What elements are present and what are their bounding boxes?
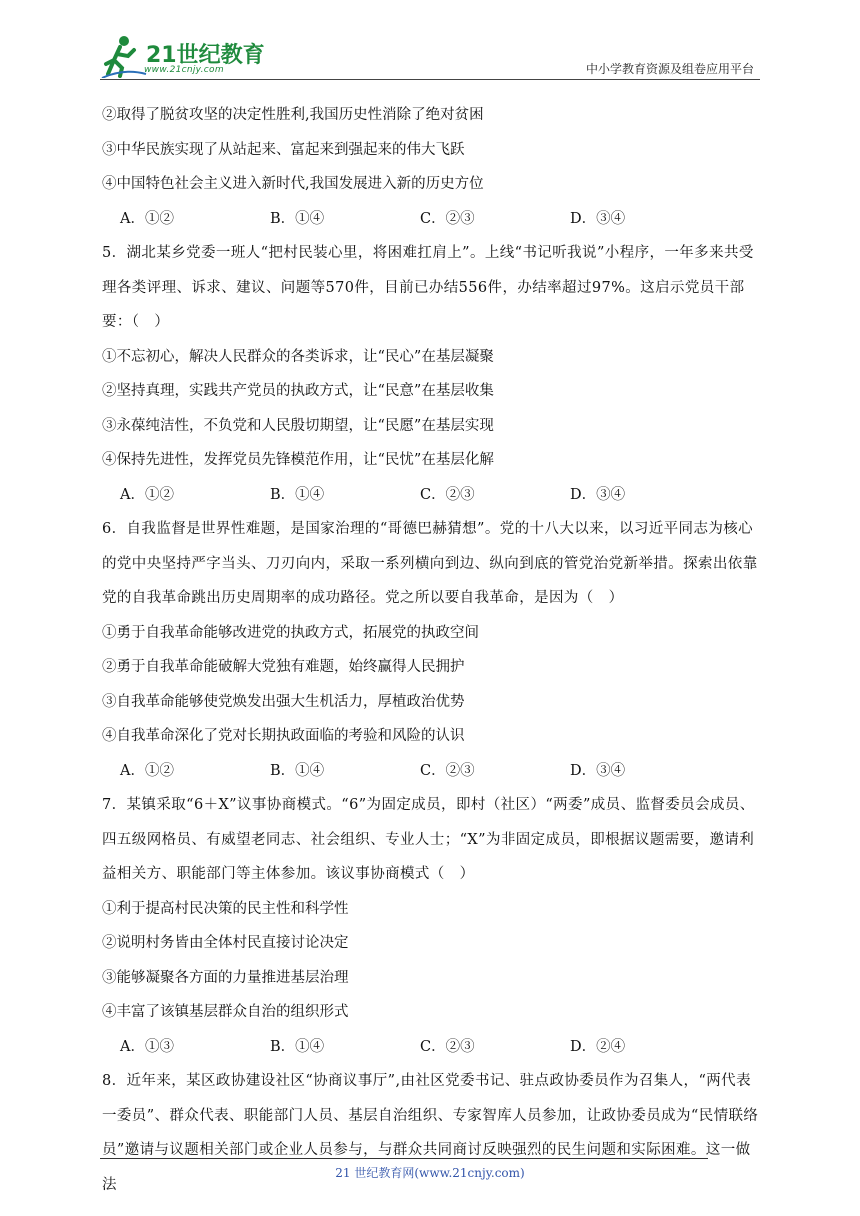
statement-option: ①勇于自我革命能够改进党的执政方式，拓展党的执政空间: [102, 624, 479, 641]
answer-choice: D．②④: [570, 1038, 626, 1055]
answer-choice: A．①③: [120, 1038, 174, 1055]
answer-choice: D．③④: [570, 210, 626, 227]
platform-tagline: 中小学教育资源及组卷应用平台: [585, 62, 754, 76]
answer-choices: [102, 478, 762, 513]
statement-option: ③永葆纯洁性，不负党和人民殷切期望，让“民愿”在基层实现: [102, 417, 494, 434]
statement-option: ①利于提高村民决策的民主性和科学性: [102, 900, 349, 917]
logo-wordmark: 21世纪教育: [146, 43, 265, 68]
site-logo[interactable]: [100, 34, 265, 78]
answer-choice: A．①②: [120, 762, 174, 779]
answer-choice: D．③④: [570, 762, 626, 779]
page-header: [100, 30, 760, 82]
question-content: [102, 98, 762, 1202]
answer-choices: [102, 1030, 762, 1065]
answer-choice: B．①④: [270, 1038, 325, 1055]
statement-option: ②取得了脱贫攻坚的决定性胜利,我国历史性消除了绝对贫困: [102, 107, 484, 123]
footer-divider: [100, 1158, 708, 1159]
answer-choice: C．②③: [420, 486, 475, 503]
statement-option: ③中华民族实现了从站起来、富起来到强起来的伟大飞跃: [102, 141, 465, 158]
answer-choice: A．①②: [120, 486, 174, 503]
footer-text[interactable]: 21 世纪教育网(www.21cnjy.com): [335, 1166, 525, 1180]
answer-choice: C．②③: [420, 1038, 475, 1055]
statement-option: ②说明村务皆由全体村民直接讨论决定: [102, 935, 349, 951]
answer-choice: D．③④: [570, 486, 626, 503]
header-divider: [100, 79, 760, 80]
answer-choice: C．②③: [420, 210, 475, 227]
statement-option: ②勇于自我革命能破解大党独有难题，始终赢得人民拥护: [102, 659, 465, 675]
statement-option: ①不忘初心，解决人民群众的各类诉求，让“民心”在基层凝聚: [102, 348, 494, 365]
answer-choice: B．①④: [270, 486, 325, 503]
answer-choice: A．①②: [120, 210, 174, 227]
statement-option: ④自我革命深化了党对长期执政面临的考验和风险的认识: [102, 728, 465, 744]
answer-choice: B．①④: [270, 762, 325, 779]
answer-choice: B．①④: [270, 210, 325, 227]
question-stem: 7．某镇采取“6＋X”议事协商模式。“6”为固定成员，即村（社区）“两委”成员、监督委员会成员、四五级网格员、有威望老同志、社会组织、专业人士；“X”为非固定成员，即根据议题需要，邀请利益相关方、职能部门等主体参加。该议事协商模式（ ）: [102, 797, 755, 882]
statement-option: ④保持先进性，发挥党员先锋模范作用，让“民忧”在基层化解: [102, 452, 494, 468]
statement-option: ②坚持真理，实践共产党员的执政方式，让“民意”在基层收集: [102, 383, 494, 399]
answer-choice: C．②③: [420, 762, 475, 779]
statement-option: ④中国特色社会主义进入新时代,我国发展进入新的历史方位: [102, 176, 484, 192]
statement-option: ④丰富了该镇基层群众自治的组织形式: [102, 1004, 349, 1020]
answer-choices: [102, 202, 762, 237]
question-stem: 5．湖北某乡党委一班人“把村民装心里，将困难扛肩上”。上线“书记听我说”小程序，一年多来共受理各类评理、诉求、建议、问题等570件，目前已办结556件，办结率超过97%。这启示党员干部要：（ ）: [102, 245, 754, 330]
statement-option: ③能够凝聚各方面的力量推进基层治理: [102, 969, 349, 986]
answer-choices: [102, 754, 762, 789]
question-stem: 6．自我监督是世界性难题，是国家治理的“哥德巴赫猜想”。党的十八大以来，以习近平同志为核心的党中央坚持严字当头、刀刃向内，采取一系列横向到边、纵向到底的管党治党新举措。探索出依靠党的自我革命跳出历史周期率的成功路径。党之所以要自我革命，是因为（ ）: [102, 521, 758, 606]
question-stem: 8．近年来，某区政协建设社区“协商议事厅”,由社区党委书记、驻点政协委员作为召集人，“两代表一委员”、群众代表、职能部门人员、基层自治组织、专家智库人员参加，让政协委员成为“民情联络员”邀请与议题相关部门或企业人员参与，与群众共同商讨反映强烈的民生问题和实际困难。这一做法: [102, 1073, 759, 1193]
runner-logo-icon: [100, 34, 148, 78]
logo-url: www.21cnjy.com: [144, 65, 224, 75]
statement-option: ③自我革命能够使党焕发出强大生机活力，厚植政治优势: [102, 693, 465, 710]
